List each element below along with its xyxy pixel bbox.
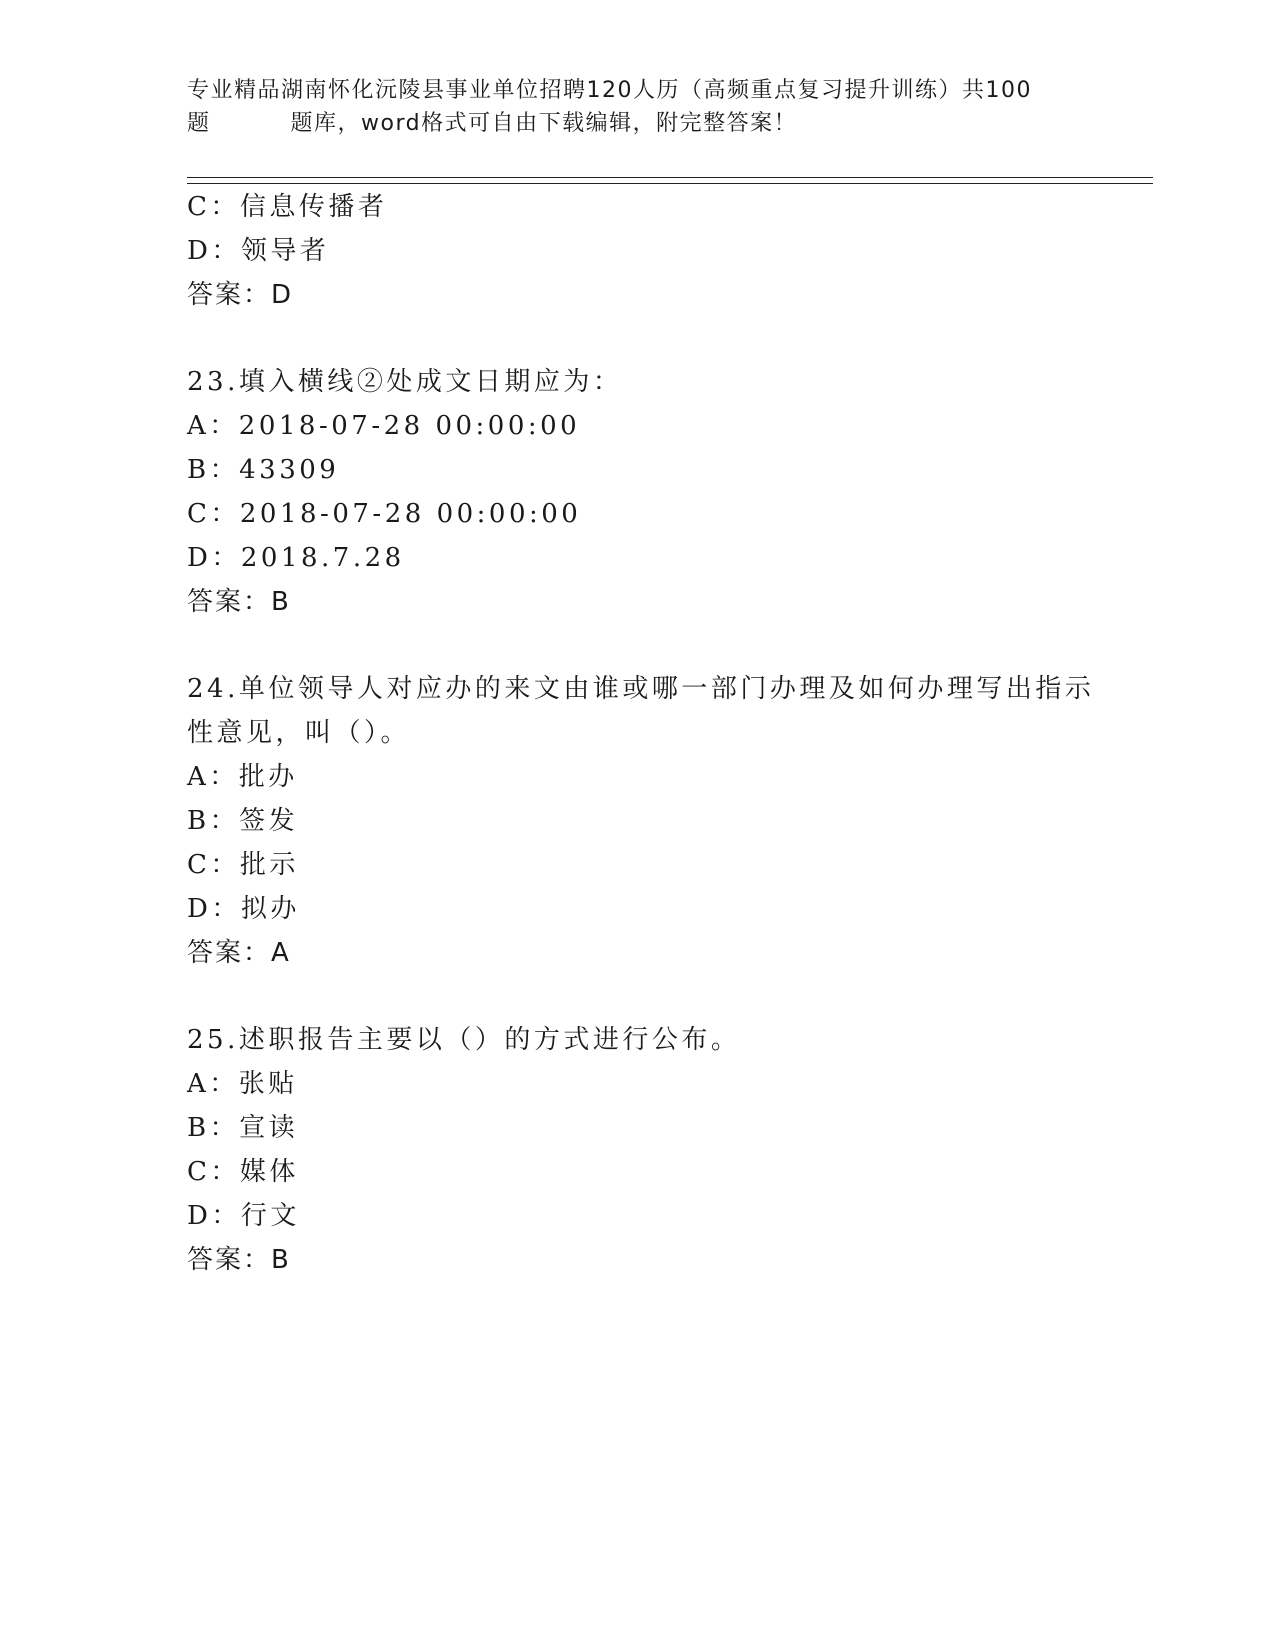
q24-question-line-2: 性意见，叫（）。 [187,718,411,748]
q25-option-b: B：宣读 [187,1113,299,1143]
prev-option-d: D：领导者 [187,236,330,266]
q24-question-line-1: 24.单位领导人对应办的来文由谁或哪一部门办理及如何办理写出指示 [187,674,1095,704]
q25-answer: 答案：B [187,1245,291,1275]
prev-option-c: C：信息传播者 [187,192,388,222]
header-title-line-2-start: 题 [187,111,211,136]
q24-option-a: A：批办 [187,762,298,792]
q24-option-c: C：批示 [187,850,299,880]
q25-question: 25.述职报告主要以（）的方式进行公布。 [187,1025,741,1055]
q23-option-d: D：2018.7.28 [187,543,405,573]
q23-answer: 答案：B [187,587,291,617]
q25-option-a: A：张贴 [187,1069,298,1099]
q23-option-c: C：2018-07-28 00:00:00 [187,499,582,529]
header-title-line-1: 专业精品湖南怀化沅陵县事业单位招聘120人历（高频重点复习提升训练）共100 [187,78,1032,103]
q23-question: 23.填入横线②处成文日期应为： [187,367,623,397]
q25-option-c: C：媒体 [187,1157,299,1187]
header-title-line-2 [187,107,1087,140]
header-title-line-2-rest: 题库，word格式可自由下载编辑，附完整答案！ [290,111,798,136]
header-divider-bottom [187,183,1153,184]
q23-option-a: A：2018-07-28 00:00:00 [187,411,581,441]
document-header [187,74,1087,140]
q24-option-b: B：签发 [187,806,299,836]
q24-answer: 答案：A [187,938,291,968]
header-divider-top [187,177,1153,178]
prev-answer: 答案：D [187,280,294,310]
q24-option-d: D：拟办 [187,894,300,924]
q25-option-d: D：行文 [187,1201,300,1231]
q23-option-b: B：43309 [187,455,340,485]
